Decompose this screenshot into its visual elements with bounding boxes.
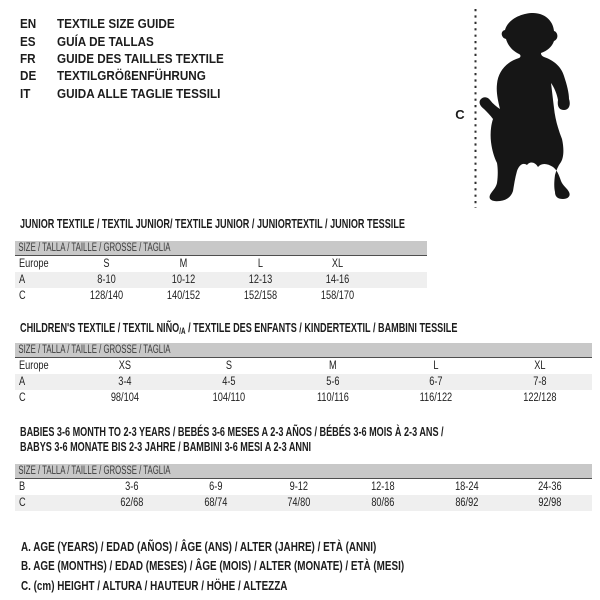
title-text: CHILDREN'S TEXTILE / TEXTIL NIÑO (20, 320, 180, 335)
table-cell: 12-13 (248, 274, 273, 286)
guide-title-en: TEXTILE SIZE GUIDE (57, 16, 175, 32)
table-cell: 86/92 (455, 497, 479, 509)
table-row-months (15, 479, 592, 495)
size-header-label: SIZE / TALLA / TAILLE / GRÖSSE / TAGLIA (18, 242, 171, 254)
table-cell: 24-36 (538, 481, 562, 493)
table-cell: 110/116 (316, 392, 349, 404)
column-header-cell: XL (534, 360, 546, 372)
table-cell: 4-5 (222, 376, 236, 388)
table-cell: 128/140 (89, 290, 124, 302)
size-header-bar (15, 241, 427, 256)
babies-title-line2: BABYS 3-6 MONATE BIS 2-3 JAHRE / BAMBINI 3-6 MESI A 2-3 ANNI (20, 439, 312, 454)
table-row-height (15, 288, 427, 304)
table-cell: 62/68 (120, 497, 144, 509)
guide-title-de: TEXTILGRÖßENFÜHRUNG (57, 68, 206, 84)
junior-section-title: JUNIOR TEXTILE / TEXTIL JUNIOR/ TEXTILE JUNIOR / JUNIORTEXTIL / JUNIOR TESSILE (20, 216, 405, 231)
language-title-list (20, 15, 242, 102)
column-header-cell: XL (331, 258, 344, 270)
size-header-label: SIZE / TALLA / TAILLE / GRÖSSE / TAGLIA (18, 465, 171, 477)
table-row-height (15, 495, 592, 511)
column-header-cell: M (179, 258, 188, 270)
junior-size-table (15, 241, 427, 304)
language-code: FR (20, 50, 36, 66)
guide-title-es: GUÍA DE TALLAS (57, 33, 154, 49)
language-code: DE (20, 68, 37, 84)
language-row-de (20, 67, 242, 84)
table-cell: 18-24 (454, 481, 479, 493)
row-label-cell: C (19, 497, 26, 509)
guide-title-it: GUIDA ALLE TAGLIE TESSILI (57, 85, 221, 101)
column-header-cell: S (225, 360, 232, 372)
row-label-cell: Europe (19, 360, 49, 372)
column-header-cell: L (257, 258, 264, 270)
size-header-bar (15, 343, 592, 358)
table-cell: 68/74 (203, 497, 228, 509)
table-cell: 9-12 (289, 481, 309, 493)
column-header-cell: S (103, 258, 110, 270)
table-cell: 140/152 (166, 290, 201, 302)
size-header-label: SIZE / TALLA / TAILLE / GRÖSSE / TAGLIA (18, 344, 171, 356)
column-header-cell: M (328, 360, 337, 372)
column-header-cell: XS (118, 360, 132, 372)
table-cell: 74/80 (287, 497, 311, 509)
table-cell: 5-6 (325, 376, 340, 388)
table-row-europe (15, 358, 592, 374)
babies-size-table (15, 464, 592, 511)
legend-line-a: A. AGE (YEARS) / EDAD (AÑOS) / ÂGE (ANS) / ALTER (JAHRE) / ETÀ (ANNI) (21, 539, 377, 554)
babies-section-title (20, 424, 444, 454)
table-cell: 98/104 (110, 392, 139, 404)
legend-line-b: B. AGE (MONTHS) / EDAD (MESES) / ÂGE (MOIS) / ALTER (MONATE) / ETÀ (MESI) (21, 558, 405, 574)
table-cell: 152/158 (243, 290, 278, 302)
table-cell: 92/98 (538, 497, 562, 509)
table-cell: 80/86 (371, 497, 395, 509)
table-cell: 12-18 (371, 481, 395, 493)
table-cell: 3-4 (118, 376, 132, 388)
table-row-age (15, 272, 427, 288)
title-text: / TEXTILE DES ENFANTS / KINDERTEXTIL / BAMBINI TESSILE (185, 320, 458, 335)
row-label-cell: C (19, 392, 26, 404)
table-cell: 8-10 (97, 274, 116, 286)
table-cell: 7-8 (533, 376, 547, 388)
guide-title-fr: GUIDE DES TAILLES TEXTILE (57, 50, 224, 66)
language-code: EN (20, 16, 37, 32)
row-label-cell: C (19, 290, 26, 302)
title-subscript: /A (179, 326, 186, 336)
table-cell: 104/110 (212, 392, 245, 404)
language-row-en (20, 15, 242, 32)
language-code: IT (20, 85, 31, 101)
language-row-fr (20, 50, 242, 67)
row-label-cell: A (19, 274, 26, 286)
language-code: ES (20, 33, 36, 49)
row-label-cell: A (19, 376, 26, 388)
size-header-bar (15, 464, 592, 479)
babies-title-line1: BABIES 3-6 MONTH TO 2-3 YEARS / BEBÉS 3-6 MESES A 2-3 AÑOS / BÉBÉS 3-6 MOIS À 2-3 ANS / (20, 424, 444, 439)
measurement-legend (21, 537, 525, 595)
row-label-cell: B (19, 481, 26, 493)
table-cell: 122/128 (523, 392, 557, 404)
children-section-title (20, 320, 457, 337)
table-row-height (15, 390, 592, 406)
table-row-europe (15, 256, 427, 272)
row-label-cell: Europe (19, 258, 49, 270)
table-cell: 6-7 (429, 376, 443, 388)
table-cell: 6-9 (208, 481, 223, 493)
table-cell: 116/122 (419, 392, 453, 404)
height-measure-label: C (455, 107, 465, 122)
legend-line-c: C. (cm) HEIGHT / ALTURA / HAUTEUR / HÖHE / ALTEZZA (21, 577, 288, 593)
language-row-it (20, 85, 242, 102)
language-row-es (20, 32, 242, 49)
baby-silhouette-path (480, 13, 570, 201)
children-size-table (15, 343, 592, 406)
table-cell: 14-16 (325, 274, 350, 286)
table-row-age (15, 374, 592, 390)
table-cell: 10-12 (171, 274, 196, 286)
column-header-cell: L (433, 360, 439, 372)
table-cell: 3-6 (125, 481, 139, 493)
table-cell: 158/170 (320, 290, 355, 302)
